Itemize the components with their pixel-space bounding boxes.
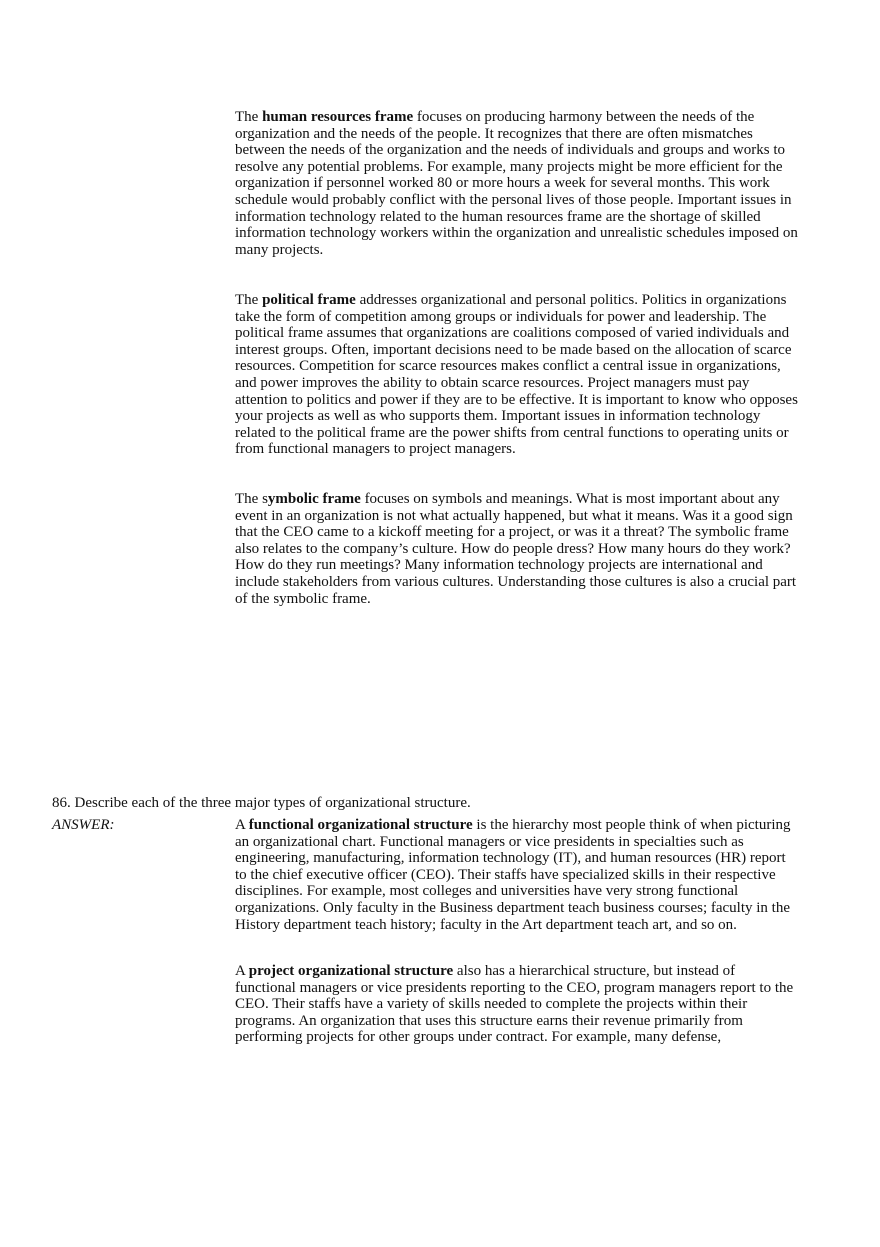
paragraph-line: that the CEO came to a kickoff meeting for a project, or was it a threat? The symbolic frame	[235, 524, 789, 541]
text-segment: The s	[235, 491, 268, 507]
paragraph-project-structure	[235, 963, 845, 1046]
paragraph-line: an organizational chart. Functional managers or vice presidents in specialties such as	[235, 833, 744, 850]
paragraph-line	[235, 963, 845, 980]
paragraph-line: programs. An organization that uses this structure earns their revenue primarily from	[235, 1012, 743, 1029]
paragraph-line: attention to politics and power if they are to be effective. It is important to know who opposes	[235, 391, 798, 408]
text-segment: The	[235, 109, 263, 125]
paragraph-line: your projects as well as who supports them. Important issues in information technology	[235, 408, 761, 425]
paragraph-line: to the chief executive officer (CEO). Their staffs have specialized skills in their respective	[235, 866, 776, 883]
paragraph-line: schedule would probably conflict with the personal lives of those people. Important issues in	[235, 191, 792, 208]
paragraph-line: event in an organization is not what actually happened, but what it means. Was it a good sign	[235, 507, 793, 524]
paragraph-line: include stakeholders from various cultures. Understanding those cultures is also a crucial part	[235, 573, 797, 590]
paragraph-line: organization and the needs of the people. It recognizes that there are often mismatches	[235, 125, 753, 142]
paragraph-functional-structure	[235, 817, 845, 933]
paragraph-line: resolve any potential problems. For example, many projects might be more efficient for the	[235, 158, 783, 175]
text-segment: is the hierarchy most people think of when picturing	[472, 817, 791, 833]
paragraph-line	[235, 817, 845, 834]
text-segment: also has a hierarchical structure, but instead of	[453, 963, 736, 979]
paragraph-line: many projects.	[235, 241, 324, 258]
paragraph-line: organization if personnel worked 80 or more hours a week for several months. This work	[235, 175, 770, 192]
paragraph-line: information technology workers within the organization and unrealistic schedules imposed on	[235, 225, 798, 242]
paragraph-line: interest groups. Often, important decisions need to be made based on the allocation of scarce	[235, 341, 792, 358]
paragraph-political-frame	[235, 292, 845, 458]
paragraph-line: between the needs of the organization and the needs of individuals and groups and works to	[235, 142, 785, 159]
paragraph-line: History department teach history; faculty in the Art department teach art, and so on.	[235, 916, 737, 933]
paragraph-symbolic-frame	[235, 491, 845, 607]
paragraph-line	[235, 109, 845, 126]
paragraph-line	[235, 292, 845, 309]
paragraph-line: resources. Competition for scarce resources makes conflict a central issue in organizations,	[235, 358, 781, 375]
paragraph-human-resources-frame	[235, 109, 845, 258]
question-86: 86. Describe each of the three major types of organizational structure.	[52, 795, 471, 811]
text-segment: focuses on producing harmony between the needs of the	[413, 109, 755, 125]
bold-term: human resources frame	[262, 109, 414, 125]
paragraph-line: functional managers or vice presidents reporting to the CEO, program managers report to the	[235, 979, 794, 996]
text-segment: A	[235, 963, 249, 979]
paragraph-line: and power improves the ability to obtain scarce resources. Project managers must pay	[235, 374, 750, 391]
bold-term: project organizational structure	[248, 963, 454, 979]
paragraph-line: CEO. Their staffs have a variety of skills needed to complete the projects within their	[235, 996, 748, 1013]
text-segment: The	[235, 292, 263, 308]
bold-term: functional organizational structure	[248, 817, 473, 833]
bold-term: political frame	[262, 292, 356, 308]
paragraph-line: political frame assumes that organizations are coalitions composed of varied individuals and	[235, 325, 790, 342]
paragraph-line: engineering, manufacturing, information technology (IT), and human resources (HR) report	[235, 850, 786, 867]
answer-label: ANSWER:	[52, 817, 115, 833]
paragraph-line: from functional managers to project managers.	[235, 441, 516, 458]
text-segment: A	[235, 817, 249, 833]
paragraph-line: disciplines. For example, most colleges and universities have very strong functional	[235, 883, 739, 900]
paragraph-line: How do they run meetings? Many information technology projects are international and	[235, 557, 763, 574]
text-segment: focuses on symbols and meanings. What is most important about any	[360, 491, 780, 507]
paragraph-line: information technology related to the human resources frame are the shortage of skilled	[235, 208, 761, 225]
bold-term: ymbolic frame	[267, 491, 361, 507]
text-segment: addresses organizational and personal politics. Politics in organizations	[355, 292, 787, 308]
paragraph-line: also relates to the company’s culture. How do people dress? How many hours do they work?	[235, 540, 791, 557]
paragraph-line: performing projects for other groups under contract. For example, many defense,	[235, 1029, 722, 1046]
paragraph-line: of the symbolic frame.	[235, 590, 371, 607]
paragraph-line: organizations. Only faculty in the Business department teach business courses; faculty in the	[235, 899, 791, 916]
paragraph-line: related to the political frame are the power shifts from central functions to operating units or	[235, 424, 789, 441]
paragraph-line: take the form of competition among groups or individuals for power and leadership. The	[235, 308, 767, 325]
paragraph-line	[235, 491, 845, 508]
